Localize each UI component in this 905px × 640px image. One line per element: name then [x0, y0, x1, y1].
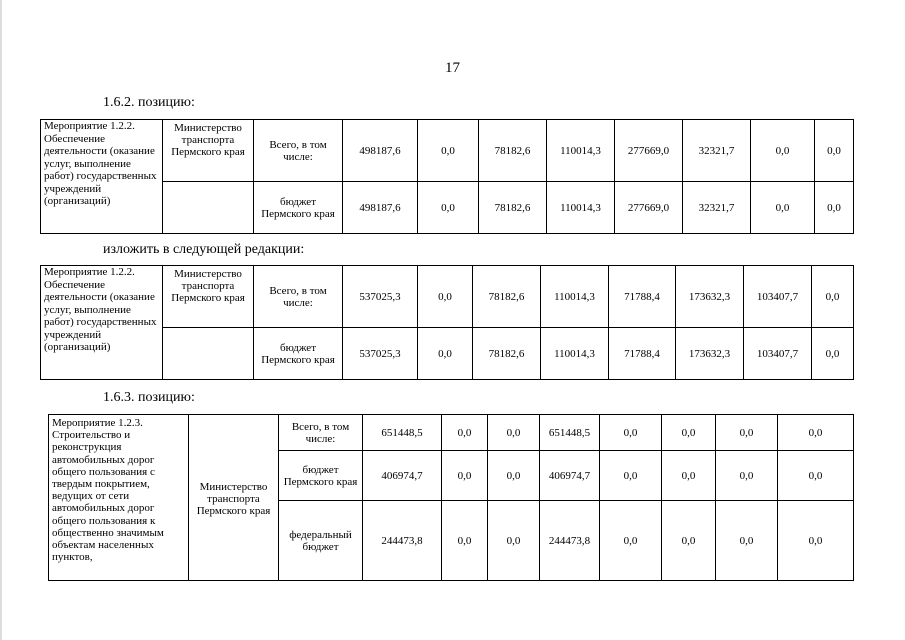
value-cell: 103407,7 — [744, 328, 812, 380]
page-number: 17 — [445, 60, 460, 76]
value-cell: 244473,8 — [363, 501, 442, 581]
value-cell: 173632,3 — [676, 328, 744, 380]
source-cell: Всего, в том числе: — [254, 266, 343, 328]
value-cell: 0,0 — [751, 120, 815, 182]
org-cell: Министерство транспорта Пермского края — [163, 266, 254, 328]
value-cell: 537025,3 — [343, 266, 418, 328]
value-cell: 0,0 — [815, 182, 854, 234]
value-cell: 406974,7 — [540, 451, 600, 501]
empty-cell — [163, 182, 254, 234]
value-cell: 110014,3 — [541, 266, 609, 328]
value-cell: 78182,6 — [473, 266, 541, 328]
value-cell: 0,0 — [418, 266, 473, 328]
table-row — [41, 120, 854, 182]
table-row — [49, 415, 854, 451]
value-cell: 0,0 — [662, 501, 716, 581]
section-2-heading: изложить в следующей редакции: — [103, 242, 305, 257]
value-cell: 0,0 — [600, 501, 662, 581]
org-cell: Министерство транспорта Пермского края — [163, 120, 254, 182]
value-cell: 0,0 — [812, 266, 854, 328]
value-cell: 0,0 — [812, 328, 854, 380]
table-row — [41, 182, 854, 234]
source-cell: Всего, в том числе: — [279, 415, 363, 451]
section-1-heading: 1.6.2. позицию: — [103, 95, 195, 110]
value-cell: 0,0 — [600, 415, 662, 451]
value-cell: 0,0 — [418, 328, 473, 380]
source-cell: федеральный бюджет — [279, 501, 363, 581]
value-cell: 78182,6 — [473, 328, 541, 380]
value-cell: 0,0 — [716, 501, 778, 581]
table-3 — [48, 414, 854, 581]
value-cell: 0,0 — [442, 451, 488, 501]
value-cell: 32321,7 — [683, 182, 751, 234]
value-cell: 103407,7 — [744, 266, 812, 328]
value-cell: 0,0 — [442, 415, 488, 451]
source-cell: бюджет Пермского края — [279, 451, 363, 501]
value-cell: 0,0 — [815, 120, 854, 182]
table-1 — [40, 119, 854, 234]
value-cell: 110014,3 — [547, 120, 615, 182]
value-cell: 71788,4 — [609, 266, 676, 328]
value-cell: 244473,8 — [540, 501, 600, 581]
value-cell: 0,0 — [716, 415, 778, 451]
value-cell: 0,0 — [778, 415, 854, 451]
value-cell: 0,0 — [488, 415, 540, 451]
measure-cell: Мероприятие 1.2.3. Строительство и реконструкция автомобильных дорог общего пользования с твердым покрытием, ведущих от сети автомобильных дорог общего пользования к общественно значимым объектам населенных пунктов, — [49, 415, 189, 581]
value-cell: 0,0 — [751, 182, 815, 234]
value-cell: 0,0 — [418, 120, 479, 182]
value-cell: 0,0 — [418, 182, 479, 234]
value-cell: 651448,5 — [540, 415, 600, 451]
source-cell: Всего, в том числе: — [254, 120, 343, 182]
source-cell: бюджет Пермского края — [254, 328, 343, 380]
value-cell: 71788,4 — [609, 328, 676, 380]
table-2 — [40, 265, 854, 380]
value-cell: 0,0 — [600, 451, 662, 501]
value-cell: 0,0 — [716, 451, 778, 501]
measure-cell: Мероприятие 1.2.2. Обеспечение деятельности (оказание услуг, выполнение работ) государственных учреждений (организаций) — [41, 266, 163, 380]
scan-edge — [0, 0, 2, 640]
value-cell: 498187,6 — [343, 182, 418, 234]
value-cell: 32321,7 — [683, 120, 751, 182]
value-cell: 110014,3 — [541, 328, 609, 380]
value-cell: 0,0 — [662, 415, 716, 451]
measure-cell: Мероприятие 1.2.2. Обеспечение деятельности (оказание услуг, выполнение работ) государственных учреждений (организаций) — [41, 120, 163, 234]
value-cell: 78182,6 — [479, 120, 547, 182]
value-cell: 0,0 — [488, 501, 540, 581]
value-cell: 277669,0 — [615, 182, 683, 234]
empty-cell — [163, 328, 254, 380]
value-cell: 173632,3 — [676, 266, 744, 328]
value-cell: 0,0 — [778, 451, 854, 501]
value-cell: 0,0 — [488, 451, 540, 501]
org-cell: Министерство транспорта Пермского края — [189, 415, 279, 581]
value-cell: 78182,6 — [479, 182, 547, 234]
value-cell: 277669,0 — [615, 120, 683, 182]
value-cell: 0,0 — [442, 501, 488, 581]
table-row — [41, 266, 854, 328]
value-cell: 537025,3 — [343, 328, 418, 380]
source-cell: бюджет Пермского края — [254, 182, 343, 234]
value-cell: 498187,6 — [343, 120, 418, 182]
value-cell: 651448,5 — [363, 415, 442, 451]
value-cell: 0,0 — [662, 451, 716, 501]
table-row — [41, 328, 854, 380]
value-cell: 110014,3 — [547, 182, 615, 234]
section-3-heading: 1.6.3. позицию: — [103, 390, 195, 405]
value-cell: 406974,7 — [363, 451, 442, 501]
value-cell: 0,0 — [778, 501, 854, 581]
